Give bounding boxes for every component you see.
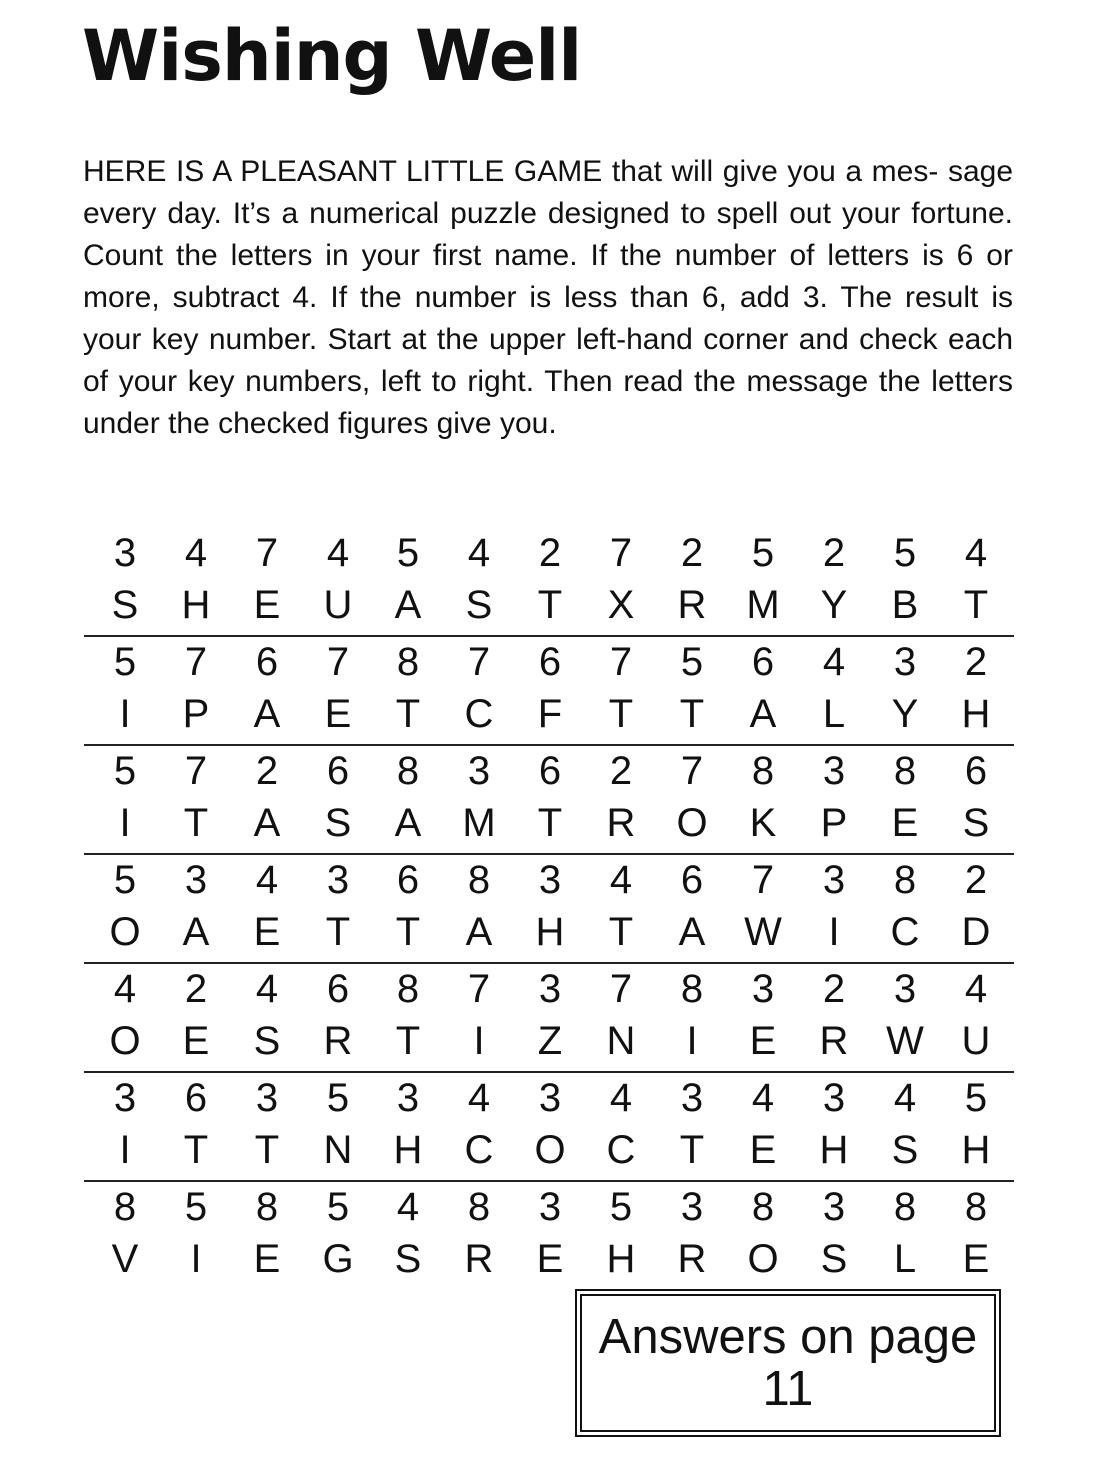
grid-cell [591,746,651,855]
key-number: 8 [255,1185,279,1229]
message-letter: U [961,1019,991,1063]
message-letter: B [891,583,919,627]
message-letter: Y [891,692,919,736]
message-letter: E [253,1237,281,1281]
grid-cell [166,746,226,855]
grid-cell [804,746,864,855]
grid-cell [520,1073,580,1182]
message-letter: C [464,692,494,736]
grid-cell [166,1073,226,1182]
key-number: 3 [538,858,562,902]
grid-cell [308,855,368,964]
message-letter: E [253,910,281,954]
message-letter: P [182,692,210,736]
message-letter: E [891,801,919,845]
instructions-line: give you. [436,407,557,440]
key-number: 8 [396,640,420,684]
grid-cell [875,1073,935,1182]
key-number: 4 [326,531,350,575]
key-number: 4 [255,967,279,1011]
key-number: 8 [467,1185,491,1229]
key-number: 6 [184,1076,208,1120]
message-letter: R [819,1019,849,1063]
grid-cell [520,1182,580,1291]
key-number: 3 [822,1076,846,1120]
grid-cell [875,528,935,637]
grid-cell [804,637,864,746]
key-number: 6 [680,858,704,902]
key-number: 3 [822,1185,846,1229]
grid-cell [591,528,651,637]
key-number: 8 [113,1185,137,1229]
grid-cell [449,855,509,964]
instructions-paragraph [83,151,1013,445]
grid-cell [591,964,651,1073]
key-number: 8 [680,967,704,1011]
grid-cell [308,528,368,637]
grid-cell [591,1182,651,1291]
message-letter: R [677,1237,707,1281]
grid-cell [378,528,438,637]
key-number: 4 [964,967,988,1011]
message-letter: R [323,1019,353,1063]
key-number: 6 [396,858,420,902]
grid-cell [733,746,793,855]
key-number: 2 [822,967,846,1011]
key-number: 7 [609,531,633,575]
instructions-line: 6, add 3. The result is your key number. Start at the upper left- [83,281,1014,356]
key-number: 2 [964,640,988,684]
grid-cell [591,1073,651,1182]
grid-row [84,637,1014,746]
key-number: 2 [822,531,846,575]
key-number: 5 [893,531,917,575]
grid-cell [733,855,793,964]
page-title: Wishing Well [82,15,582,97]
message-letter: R [464,1237,494,1281]
grid-cell [733,964,793,1073]
message-letter: R [606,801,636,845]
grid-cell [591,637,651,746]
key-number: 3 [326,858,350,902]
key-number: 4 [964,531,988,575]
key-number: 2 [680,531,704,575]
message-letter: M [462,801,496,845]
grid-cell [662,528,722,637]
key-number: 6 [255,640,279,684]
grid-cell [449,746,509,855]
grid-cell [378,964,438,1073]
message-letter: T [537,801,563,845]
message-letter: A [465,910,493,954]
message-letter: I [190,1237,202,1281]
message-letter: E [749,1019,777,1063]
grid-cell [520,637,580,746]
key-number: 3 [893,640,917,684]
key-number: 4 [396,1185,420,1229]
message-letter: H [819,1128,849,1172]
grid-cell [804,855,864,964]
grid-cell [308,637,368,746]
message-letter: T [537,583,563,627]
grid-cell [875,1182,935,1291]
grid-cell [946,964,1006,1073]
key-number: 8 [893,1185,917,1229]
key-number: 4 [467,531,491,575]
grid-cell [875,746,935,855]
grid-cell [946,1182,1006,1291]
key-number: 3 [467,749,491,793]
grid-cell [520,746,580,855]
key-number: 4 [609,1076,633,1120]
key-number: 5 [680,640,704,684]
grid-cell [449,1182,509,1291]
key-number: 7 [184,749,208,793]
message-letter: D [961,910,991,954]
grid-cell [166,637,226,746]
grid-cell [591,855,651,964]
message-letter: H [181,583,211,627]
message-letter: Z [537,1019,563,1063]
key-number: 8 [467,858,491,902]
grid-cell [804,1073,864,1182]
answers-reference-text [599,1311,978,1415]
key-number: 3 [538,1076,562,1120]
key-number: 5 [396,531,420,575]
answers-page-number: 11 [762,1362,814,1416]
message-letter: S [891,1128,919,1172]
key-number: 7 [255,531,279,575]
message-letter: T [963,583,989,627]
message-letter: T [608,692,634,736]
message-letter: S [324,801,352,845]
grid-cell [946,1073,1006,1182]
message-letter: T [395,692,421,736]
key-number: 4 [822,640,846,684]
message-letter: S [111,583,139,627]
key-number: 3 [538,1185,562,1229]
key-number: 3 [113,1076,137,1120]
grid-cell [95,1182,155,1291]
message-letter: G [322,1237,354,1281]
message-letter: O [676,801,708,845]
grid-cell [733,1182,793,1291]
grid-cell [95,637,155,746]
key-number: 4 [467,1076,491,1120]
key-number: 3 [822,858,846,902]
key-number: 3 [538,967,562,1011]
grid-cell [237,855,297,964]
key-number: 2 [255,749,279,793]
grid-cell [520,964,580,1073]
key-number: 5 [609,1185,633,1229]
message-letter: A [749,692,777,736]
key-number: 8 [893,858,917,902]
key-number: 4 [751,1076,775,1120]
grid-cell [166,964,226,1073]
message-letter: K [749,801,777,845]
key-number: 8 [396,967,420,1011]
key-number: 4 [893,1076,917,1120]
key-number: 5 [326,1076,350,1120]
key-number: 3 [255,1076,279,1120]
message-letter: W [886,1019,924,1063]
message-letter: U [323,583,353,627]
message-letter: S [962,801,990,845]
grid-cell [662,1073,722,1182]
key-number: 5 [964,1076,988,1120]
grid-row [84,528,1014,637]
grid-row [84,1182,1014,1291]
message-letter: F [537,692,563,736]
grid-cell [95,1073,155,1182]
message-letter: S [253,1019,281,1063]
grid-cell [662,964,722,1073]
message-letter: X [607,583,635,627]
key-number: 8 [893,749,917,793]
message-letter: T [679,692,705,736]
key-number: 2 [184,967,208,1011]
message-letter: A [253,801,281,845]
message-letter: H [961,692,991,736]
message-letter: H [606,1237,636,1281]
message-letter: T [395,1019,421,1063]
grid-cell [804,528,864,637]
key-number: 3 [113,531,137,575]
grid-cell [946,746,1006,855]
grid-row [84,964,1014,1073]
grid-cell [449,1073,509,1182]
key-number: 2 [609,749,633,793]
message-letter: S [820,1237,848,1281]
grid-cell [166,1182,226,1291]
key-number: 7 [609,640,633,684]
key-number: 3 [893,967,917,1011]
key-number: 8 [964,1185,988,1229]
grid-cell [733,528,793,637]
grid-cell [449,637,509,746]
grid-cell [237,637,297,746]
message-letter: E [749,1128,777,1172]
grid-cell [875,855,935,964]
grid-cell [95,528,155,637]
key-number: 7 [467,640,491,684]
key-number: 5 [751,531,775,575]
key-number: 6 [751,640,775,684]
grid-cell [95,746,155,855]
grid-cell [875,637,935,746]
key-number: 8 [751,1185,775,1229]
message-letter: T [183,801,209,845]
key-number: 6 [538,749,562,793]
grid-cell [662,637,722,746]
message-letter: Y [820,583,848,627]
key-number: 4 [184,531,208,575]
key-number: 6 [326,749,350,793]
grid-cell [946,855,1006,964]
grid-cell [378,1073,438,1182]
message-letter: R [677,583,707,627]
key-number: 2 [538,531,562,575]
grid-cell [378,637,438,746]
key-number: 5 [113,858,137,902]
key-number: 4 [609,858,633,902]
key-number: 4 [113,967,137,1011]
instructions-line: Then read the message the letters under the checked figures [83,365,1013,440]
key-number: 7 [609,967,633,1011]
message-letter: I [686,1019,698,1063]
key-number: 3 [680,1076,704,1120]
grid-cell [378,1182,438,1291]
key-number: 5 [326,1185,350,1229]
message-letter: A [182,910,210,954]
grid-cell [378,746,438,855]
message-letter: A [678,910,706,954]
grid-cell [662,1182,722,1291]
grid-cell [804,1182,864,1291]
grid-cell [237,1182,297,1291]
message-letter: E [182,1019,210,1063]
message-letter: L [822,692,846,736]
grid-cell [449,964,509,1073]
key-number: 7 [467,967,491,1011]
message-letter: N [606,1019,636,1063]
key-number: 8 [396,749,420,793]
message-letter: T [325,910,351,954]
message-letter: E [253,583,281,627]
answers-reference-label: Answers on page [598,1310,978,1364]
key-number: 6 [326,967,350,1011]
key-number: 8 [751,749,775,793]
grid-cell [733,637,793,746]
message-letter: C [606,1128,636,1172]
message-letter: I [119,801,131,845]
message-letter: I [828,910,840,954]
grid-cell [520,528,580,637]
grid-cell [166,855,226,964]
instructions-line: hand corner and check each of your key numbers, left to right. [83,323,1014,398]
message-letter: W [744,910,782,954]
message-letter: O [747,1237,779,1281]
grid-row [84,1073,1014,1182]
key-number: 5 [113,749,137,793]
key-number: 2 [964,858,988,902]
grid-cell [804,964,864,1073]
grid-row [84,746,1014,855]
grid-cell [237,746,297,855]
grid-cell [378,855,438,964]
grid-cell [237,964,297,1073]
message-letter: E [962,1237,990,1281]
instructions-line: your fortune. Count the letters in your first name. If the number [83,197,1013,272]
key-number: 7 [184,640,208,684]
instructions-line: sage every day. It’s a numerical puzzle designed to spell out [83,155,1014,230]
message-letter: H [535,910,565,954]
key-number: 7 [326,640,350,684]
key-number: 5 [113,640,137,684]
message-letter: I [473,1019,485,1063]
puzzle-grid [84,528,1014,1291]
grid-cell [237,528,297,637]
message-letter: S [465,583,493,627]
grid-cell [733,1073,793,1182]
key-number: 3 [396,1076,420,1120]
grid-cell [308,964,368,1073]
key-number: 3 [822,749,846,793]
grid-cell [520,855,580,964]
message-letter: T [608,910,634,954]
grid-cell [237,1073,297,1182]
message-letter: S [394,1237,422,1281]
message-letter: C [464,1128,494,1172]
grid-cell [95,855,155,964]
message-letter: C [890,910,920,954]
instructions-line: HERE IS A PLEASANT LITTLE GAME that will give you a mes- [83,155,939,188]
message-letter: E [324,692,352,736]
answers-reference-box [575,1289,1001,1437]
message-letter: P [820,801,848,845]
message-letter: A [394,583,422,627]
message-letter: E [536,1237,564,1281]
key-number: 7 [680,749,704,793]
message-letter: T [254,1128,280,1172]
grid-cell [875,964,935,1073]
message-letter: O [109,1019,141,1063]
message-letter: I [119,1128,131,1172]
grid-cell [308,746,368,855]
key-number: 6 [538,640,562,684]
grid-cell [449,528,509,637]
message-letter: H [393,1128,423,1172]
grid-cell [166,528,226,637]
key-number: 3 [680,1185,704,1229]
grid-row [84,855,1014,964]
grid-cell [662,746,722,855]
instructions-line: of letters is 6 or more, subtract 4. If the number is less than [83,239,1013,314]
message-letter: N [323,1128,353,1172]
message-letter: M [746,583,780,627]
message-letter: T [395,910,421,954]
message-letter: O [534,1128,566,1172]
key-number: 4 [255,858,279,902]
message-letter: T [183,1128,209,1172]
grid-cell [946,637,1006,746]
grid-cell [662,855,722,964]
grid-cell [946,528,1006,637]
message-letter: H [961,1128,991,1172]
grid-cell [308,1073,368,1182]
message-letter: T [679,1128,705,1172]
key-number: 7 [751,858,775,902]
key-number: 6 [964,749,988,793]
grid-cell [95,964,155,1073]
message-letter: A [394,801,422,845]
key-number: 5 [184,1185,208,1229]
message-letter: L [893,1237,917,1281]
grid-cell [308,1182,368,1291]
message-letter: A [253,692,281,736]
key-number: 3 [751,967,775,1011]
message-letter: I [119,692,131,736]
message-letter: V [111,1237,139,1281]
key-number: 3 [184,858,208,902]
message-letter: O [109,910,141,954]
